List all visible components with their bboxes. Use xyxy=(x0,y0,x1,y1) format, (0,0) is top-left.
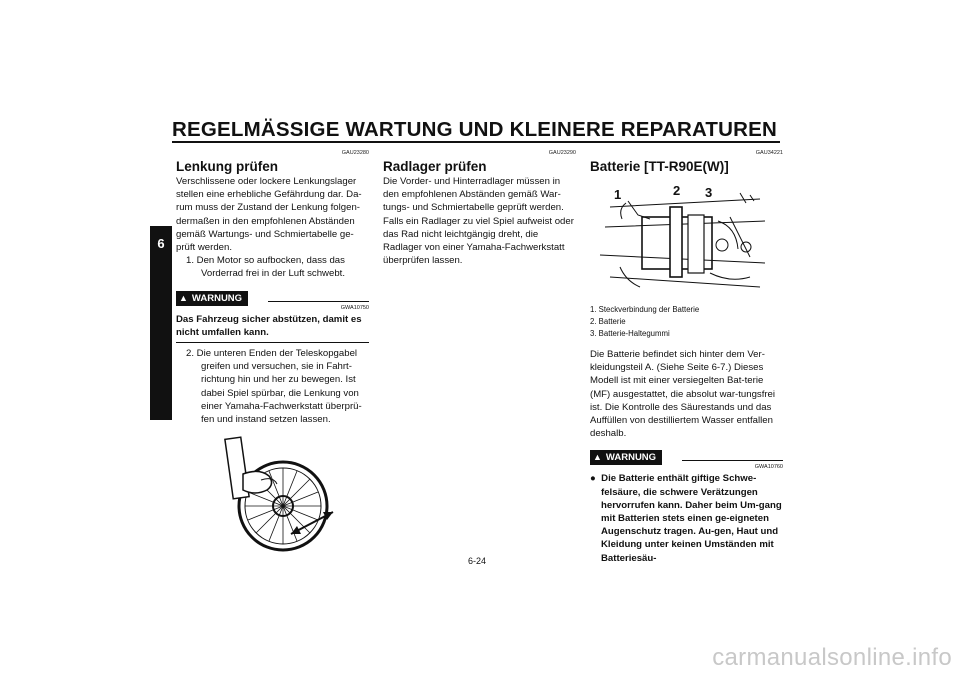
warning-label: WARNUNG xyxy=(191,292,243,304)
callout-2: 2 xyxy=(673,183,681,198)
left-column xyxy=(176,150,369,556)
warning-bullet-text: Die Batterie enthält giftige Schwe-felsäure, die schwere Verätzungen hervorrufen kann. Daher beim Um-gang mit Batterien stets einen ge-eigneten Augenschutz tragen. Au-gen, Haut und Kleidung unter keinen Umständen mit Batteriesäu- xyxy=(601,473,782,564)
page-number: 6-24 xyxy=(468,556,487,566)
middle-column xyxy=(383,150,576,267)
warning-bar xyxy=(590,447,783,462)
caption-item: 3. Batterie-Haltegummi xyxy=(590,329,670,338)
step-1: 1. Den Motor so aufbocken, dass das Vorderrad frei in der Luft schwebt. xyxy=(186,255,345,280)
fork-wheel-illustration xyxy=(221,436,361,556)
section-heading: Lenkung prüfen xyxy=(176,159,278,174)
warning-bar xyxy=(176,288,369,303)
section-heading: Radlager prüfen xyxy=(383,159,487,174)
caption-item: 2. Batterie xyxy=(590,317,626,326)
step-2: 2. Die unteren Enden der Teleskopgabel greifen und versuchen, sie in Fahrt-richtung hin und her zu bewegen. Ist dabei Spiel spürbar, die Lenkung von einer Yamaha-Fachwerkstatt überprü-fen und instand setzen lassen. xyxy=(186,348,362,426)
section-intro: Verschlissene oder lockere Lenkungslager stellen eine erhebliche Gefährdung dar. Da-rum muss der Zustand der Lenkung folgen-dermaßen in den empfohlenen Abständen gemäß Wartungs- und Schmiertabelle ge-prüft werden. xyxy=(176,176,362,254)
warning-icon: ▲ xyxy=(179,292,188,303)
right-column xyxy=(590,150,783,565)
chapter-tab: 6 xyxy=(150,226,172,420)
warning-rule xyxy=(682,460,783,461)
caption-list xyxy=(590,304,783,340)
warning-badge xyxy=(176,291,248,306)
warning-label: WARNUNG xyxy=(605,452,657,464)
warning-code: GWA10750 xyxy=(340,304,369,311)
warning-bullet xyxy=(590,472,783,564)
callout-3: 3 xyxy=(705,185,713,200)
callout-1: 1 xyxy=(614,187,622,202)
warning-icon: ▲ xyxy=(593,452,602,463)
warning-code: GWA10760 xyxy=(754,464,783,471)
watermark: carmanualsonline.info xyxy=(712,644,952,671)
section-heading: Batterie [TT-R90E(W)] xyxy=(590,159,729,174)
section-code: GAU23280 xyxy=(341,150,369,156)
warning-badge xyxy=(590,450,662,465)
caption-item: 1. Steckverbindung der Batterie xyxy=(590,305,700,314)
bullet-icon: ● xyxy=(590,473,602,485)
page-title: REGELMÄSSIGE WARTUNG UND KLEINERE REPARATUREN xyxy=(172,118,778,141)
warning-end-rule xyxy=(176,342,369,343)
warning-rule xyxy=(268,301,369,302)
section-code: GAU34221 xyxy=(755,150,783,156)
battery-illustration xyxy=(590,177,770,301)
section-text: Die Vorder- und Hinterradlager müssen in den empfohlenen Abständen gemäß War-tungs- und Schmiertabelle geprüft werden. Falls ein Radlager zu viel Spiel aufweist oder das Rad nicht leichtgängig dreht, die Radlager von einer Yamaha-Fachwerkstatt überprüfen lassen. xyxy=(383,176,574,267)
section-code: GAU23290 xyxy=(548,150,576,156)
section-text: Die Batterie befindet sich hinter dem Ver-kleidungsteil A. (Siehe Seite 6-7.) Dieses Modell ist mit einer versiegelten Bat-terie (MF) ausgestattet, die absolut war-tungsfrei ist. Die Kontrolle des Säurestands und das Auffüllen von destilliertem Wasser entfallen deshalb. xyxy=(590,349,776,440)
header-rule xyxy=(172,141,780,143)
warning-text: Das Fahrzeug sicher abstützen, damit es nicht umfallen kann. xyxy=(176,313,362,338)
